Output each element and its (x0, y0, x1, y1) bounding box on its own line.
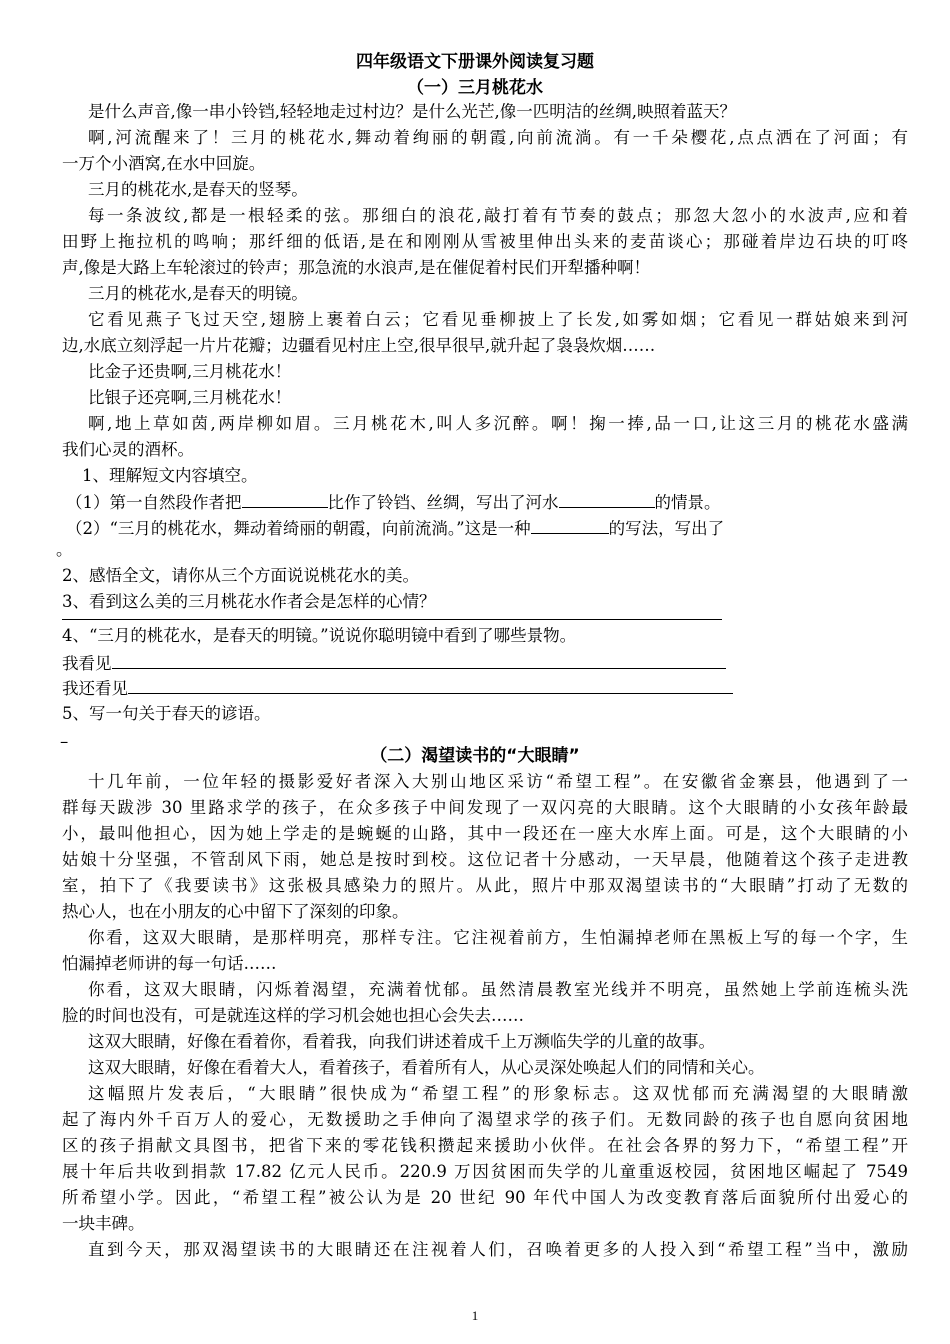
s2-line: 群每天跋涉 30 里路求学的孩子，在众多孩子中间发现了一双闪亮的大眼睛。这个大眼睛的小女孩年龄最 (62, 798, 908, 817)
s2-line: 一块丰碑。 (62, 1214, 145, 1233)
answer-blank[interactable] (128, 675, 733, 694)
question-1-2-text-a: （2）“三月的桃花水，舞动着绮丽的朝霞，向前流淌。”这是一种 (66, 519, 531, 538)
stray-mark: – (60, 732, 69, 751)
s1-line: 比金子还贵啊,三月桃花水！ (88, 362, 292, 381)
s1-line: 边,水底立刻浮起一片片花瓣；边疆看见村庄上空,很早很早,就升起了袅袅炊烟…… (62, 336, 656, 355)
s2-line: 这双大眼睛，好像在看着你，看着我，向我们讲述着成千上万濒临失学的儿童的故事。 (88, 1032, 715, 1051)
s2-line: 展十年后共收到捐款 17.82 亿元人民币。220.9 万因贫困而失学的儿童重返校园，贫困地区崛起了 7549 (62, 1162, 908, 1181)
s1-line: 每一条波纹,都是一根轻柔的弦。那细白的浪花,敲打着有节奏的鼓点；那忽大忽小的水波声,应和着 (88, 206, 908, 225)
question-1-2-text-b: 的写法，写出了 (608, 519, 725, 538)
s2-line: 怕漏掉老师讲的每一句话…… (62, 954, 277, 973)
s1-line: 啊,地上草如茵,两岸柳如眉。三月桃花木,叫人多沉醉。啊！掬一捧,品一口,让这三月的桃花水盛满 (88, 414, 908, 433)
section-2-heading: （二）渴望读书的“大眼睛” (370, 746, 580, 766)
answer-blank[interactable] (559, 489, 655, 508)
s1-line: 它看见燕子飞过天空,翅膀上裹着白云；它看见垂柳披上了长发,如雾如烟；它看见一群姑娘来到河 (88, 310, 908, 329)
s2-line: 区的孩子捐献文具图书，把省下来的零花钱积攒起来援助小伙伴。在社会各界的努力下，“希望工程”开 (62, 1136, 908, 1155)
s2-line: 这双大眼睛，好像在看着大人，看着孩子，看着所有人，从心灵深处唤起人们的同情和关心。 (88, 1058, 765, 1077)
question-1-1-text-b: 比作了铃铛、丝绸，写出了河水 (327, 493, 559, 512)
s2-line: 你看，这双大眼睛，闪烁着渴望，充满着忧郁。虽然清晨教室光线并不明亮，虽然她上学前连梳头洗 (88, 980, 908, 999)
question-3: 3、看到这么美的三月桃花水作者会是怎样的心情？ (62, 592, 436, 611)
s1-line: 比银子还亮啊,三月桃花水！ (88, 388, 292, 407)
s2-line: 所希望小学。因此，“希望工程”被公认为是 20 世纪 90 年代中国人为改变教育落后面貌所付出爱心的 (62, 1188, 908, 1207)
section-1-heading: （一）三月桃花水 (407, 78, 543, 98)
answer-blank[interactable] (242, 489, 328, 508)
question-1-1-text-a: （1）第一自然段作者把 (66, 493, 242, 512)
answer-blank[interactable] (112, 650, 726, 669)
page-number: 1 (471, 1308, 479, 1323)
s1-line: 三月的桃花水,是春天的竖琴。 (88, 180, 308, 199)
question-5: 5、写一句关于春天的谚语。 (62, 704, 271, 723)
s2-line: 小，最叫他担心，因为她上学走的是蜿蜒的山路，其中一段还在一座大水库上面。可是，这个大眼睛的小 (62, 824, 908, 843)
question-4: 4、“三月的桃花水，是春天的明镜。”说说你聪明镜中看到了哪些景物。 (62, 626, 577, 645)
answer-line[interactable] (62, 619, 722, 620)
question-1-2-end: 。 (56, 540, 73, 559)
document-title: 四年级语文下册课外阅读复习题 (356, 52, 594, 72)
question-4-see-also (62, 675, 908, 702)
s2-line: 你看，这双大眼睛，是那样明亮，那样专注。它注视着前方，生怕漏掉老师在黑板上写的每一个字，生 (88, 928, 908, 947)
answer-blank[interactable] (531, 515, 609, 534)
question-1-2 (66, 515, 908, 542)
s2-line: 十几年前，一位年轻的摄影爱好者深入大别山地区采访“希望工程”。在安徽省金寨县，他遇到了一 (88, 772, 908, 791)
s1-line: 一万个小酒窝,在水中回旋。 (62, 154, 266, 173)
s1-line: 我们心灵的酒杯。 (62, 440, 194, 459)
see-also-label: 我还看见 (62, 679, 128, 698)
s2-line: 室，拍下了《我要读书》这张极具感染力的照片。从此，照片中那双渴望读书的“大眼睛”打动了无数的 (62, 876, 908, 895)
s2-line: 起了海内外千百万人的爱心，无数援助之手伸向了渴望求学的孩子们。无数同龄的孩子也自愿向贫困地 (62, 1110, 908, 1129)
s1-line: 三月的桃花水,是春天的明镜。 (88, 284, 308, 303)
s1-line: 啊,河流醒来了！三月的桃花水,舞动着绚丽的朝霞,向前流淌。有一千朵樱花,点点洒在了河面；有 (88, 128, 908, 147)
question-1-1-text-c: 的情景。 (654, 493, 721, 512)
s2-line: 姑娘十分坚强，不管刮风下雨，她总是按时到校。这位记者十分感动，一天早晨，他随着这个孩子走进教 (62, 850, 908, 869)
s2-line: 这幅照片发表后，“大眼睛”很快成为“希望工程”的形象标志。这双忧郁而充满渴望的大眼睛激 (88, 1084, 908, 1103)
s2-line: 脸的时间也没有，可是就连这样的学习机会她也担心会失去…… (62, 1006, 524, 1025)
question-4-see (62, 650, 908, 677)
s1-line: 是什么声音,像一串小铃铛,轻轻地走过村边？是什么光芒,像一匹明洁的丝绸,映照着蓝天？ (88, 102, 736, 121)
s1-line: 田野上拖拉机的鸣响；那纤细的低语,是在和刚刚从雪被里伸出头来的麦苗谈心；那碰着岸边石块的叮咚 (62, 232, 908, 251)
question-1-1 (66, 489, 908, 516)
question-1: 1、理解短文内容填空。 (82, 466, 258, 485)
s1-line: 声,像是大路上车轮滚过的铃声；那急流的水浪声,是在催促着村民们开犁播种啊！ (62, 258, 650, 277)
s2-line: 直到今天，那双渴望读书的大眼睛还在注视着人们，召唤着更多的人投入到“希望工程”当中，激励 (88, 1240, 908, 1259)
s2-line: 热心人，也在小朋友的心中留下了深刻的印象。 (62, 902, 409, 921)
see-label: 我看见 (62, 654, 112, 673)
question-2: 2、感悟全文，请你从三个方面说说桃花水的美。 (62, 566, 419, 585)
